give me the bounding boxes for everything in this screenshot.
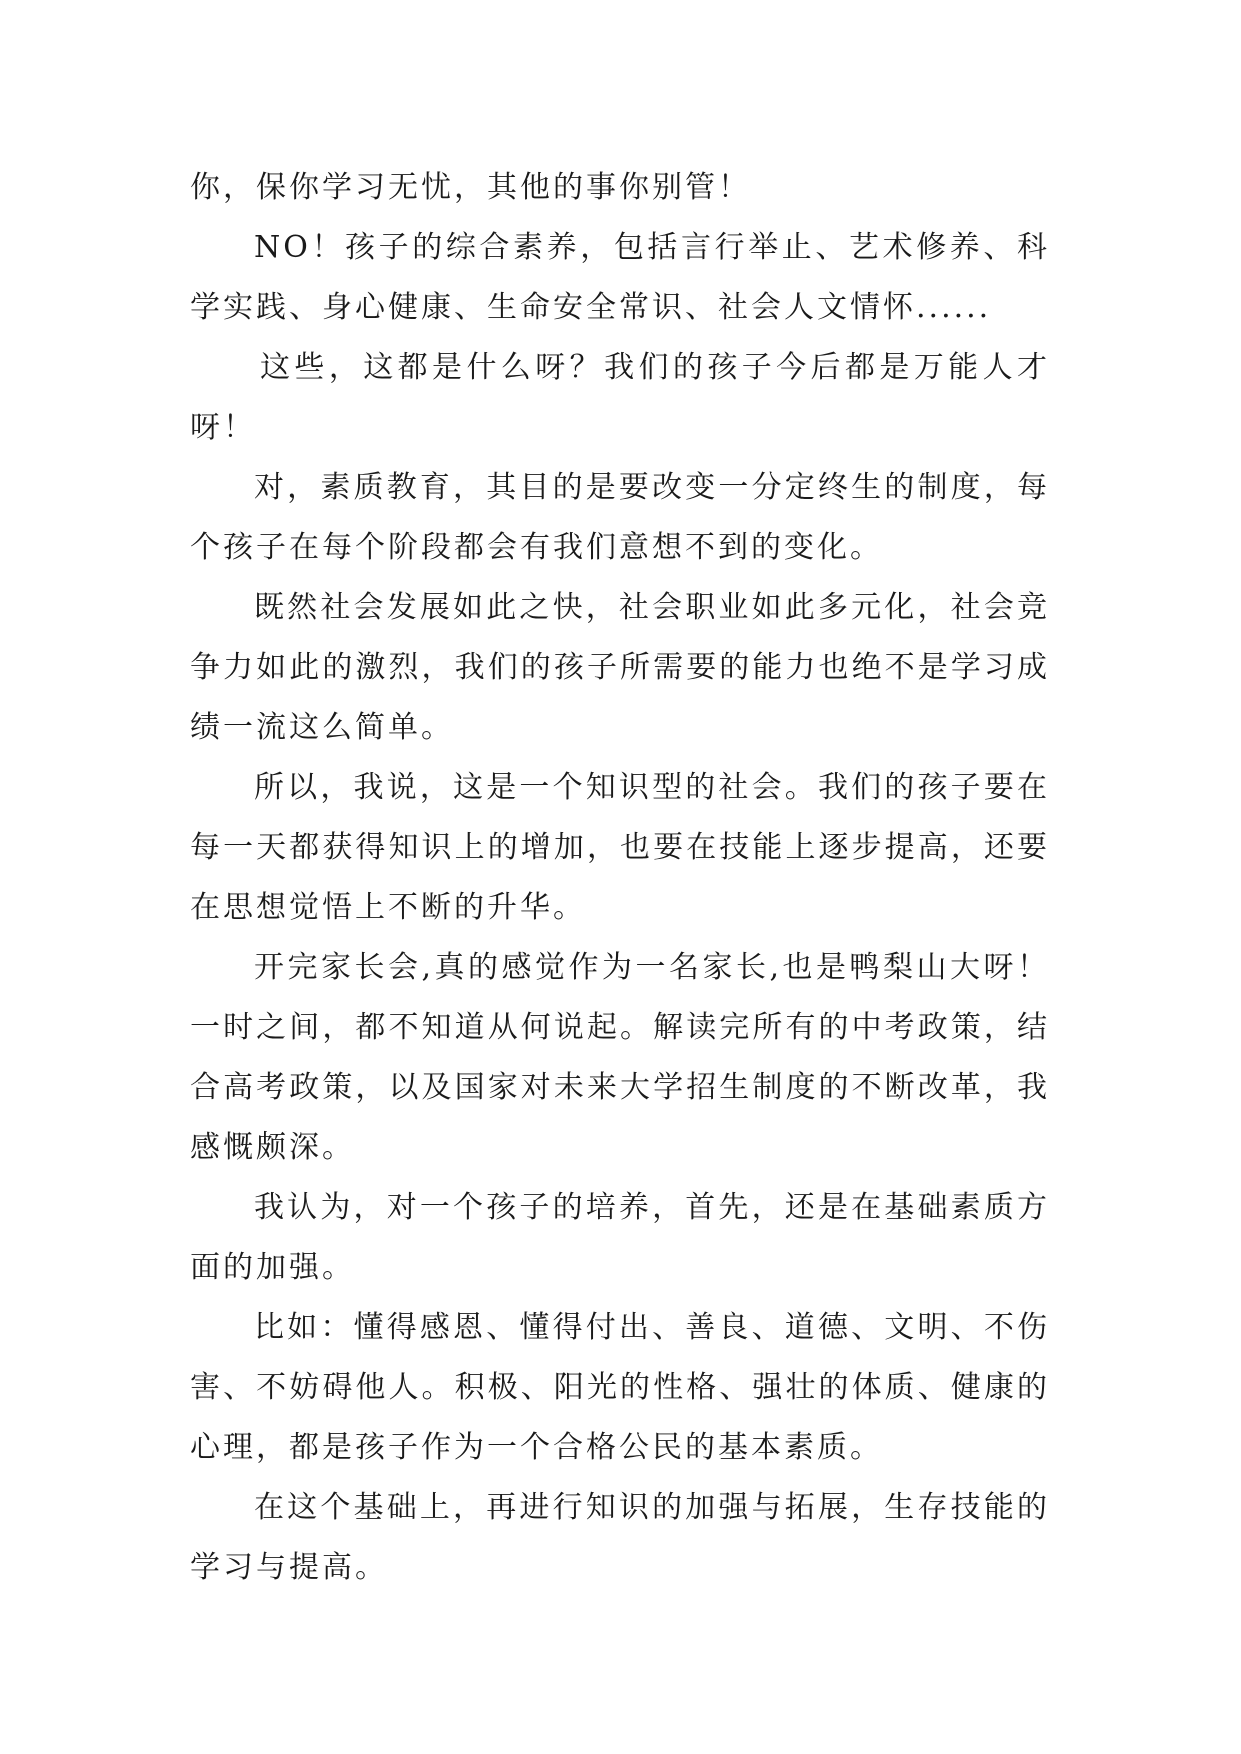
paragraph-8: 我认为，对一个孩子的培养，首先，还是在基础素质方面的加强。 xyxy=(190,1190,1050,1285)
paragraph-5: 既然社会发展如此之快，社会职业如此多元化，社会竞争力如此的激烈，我们的孩子所需要的能力也绝不是学习成绩一流这么简单。 xyxy=(190,590,1050,745)
paragraph-10: 在这个基础上，再进行知识的加强与拓展，生存技能的学习与提高。 xyxy=(190,1490,1050,1585)
paragraph-4: 对，素质教育，其目的是要改变一分定终生的制度，每个孩子在每个阶段都会有我们意想不到的变化。 xyxy=(190,470,1050,565)
paragraph-7: 开完家长会,真的感觉作为一名家长,也是鸭梨山大呀！一时之间，都不知道从何说起。解读完所有的中考政策，结合高考政策，以及国家对未来大学招生制度的不断改革，我感慨颇深。 xyxy=(190,950,1050,1165)
paragraph-3: 这些，这都是什么呀？我们的孩子今后都是万能人才呀！ xyxy=(190,350,1050,445)
paragraph-1: 你，保你学习无忧，其他的事你别管！ xyxy=(190,170,751,205)
paragraph-2: NO！孩子的综合素养，包括言行举止、艺术修养、科学实践、身心健康、生命安全常识、社会人文情怀...... xyxy=(190,230,1050,325)
document-body xyxy=(190,158,1050,1598)
paragraph-9: 比如：懂得感恩、懂得付出、善良、道德、文明、不伤害、不妨碍他人。积极、阳光的性格、强壮的体质、健康的心理，都是孩子作为一个合格公民的基本素质。 xyxy=(190,1310,1050,1465)
paragraph-6: 所以，我说，这是一个知识型的社会。我们的孩子要在每一天都获得知识上的增加，也要在技能上逐步提高，还要在思想觉悟上不断的升华。 xyxy=(190,770,1050,925)
